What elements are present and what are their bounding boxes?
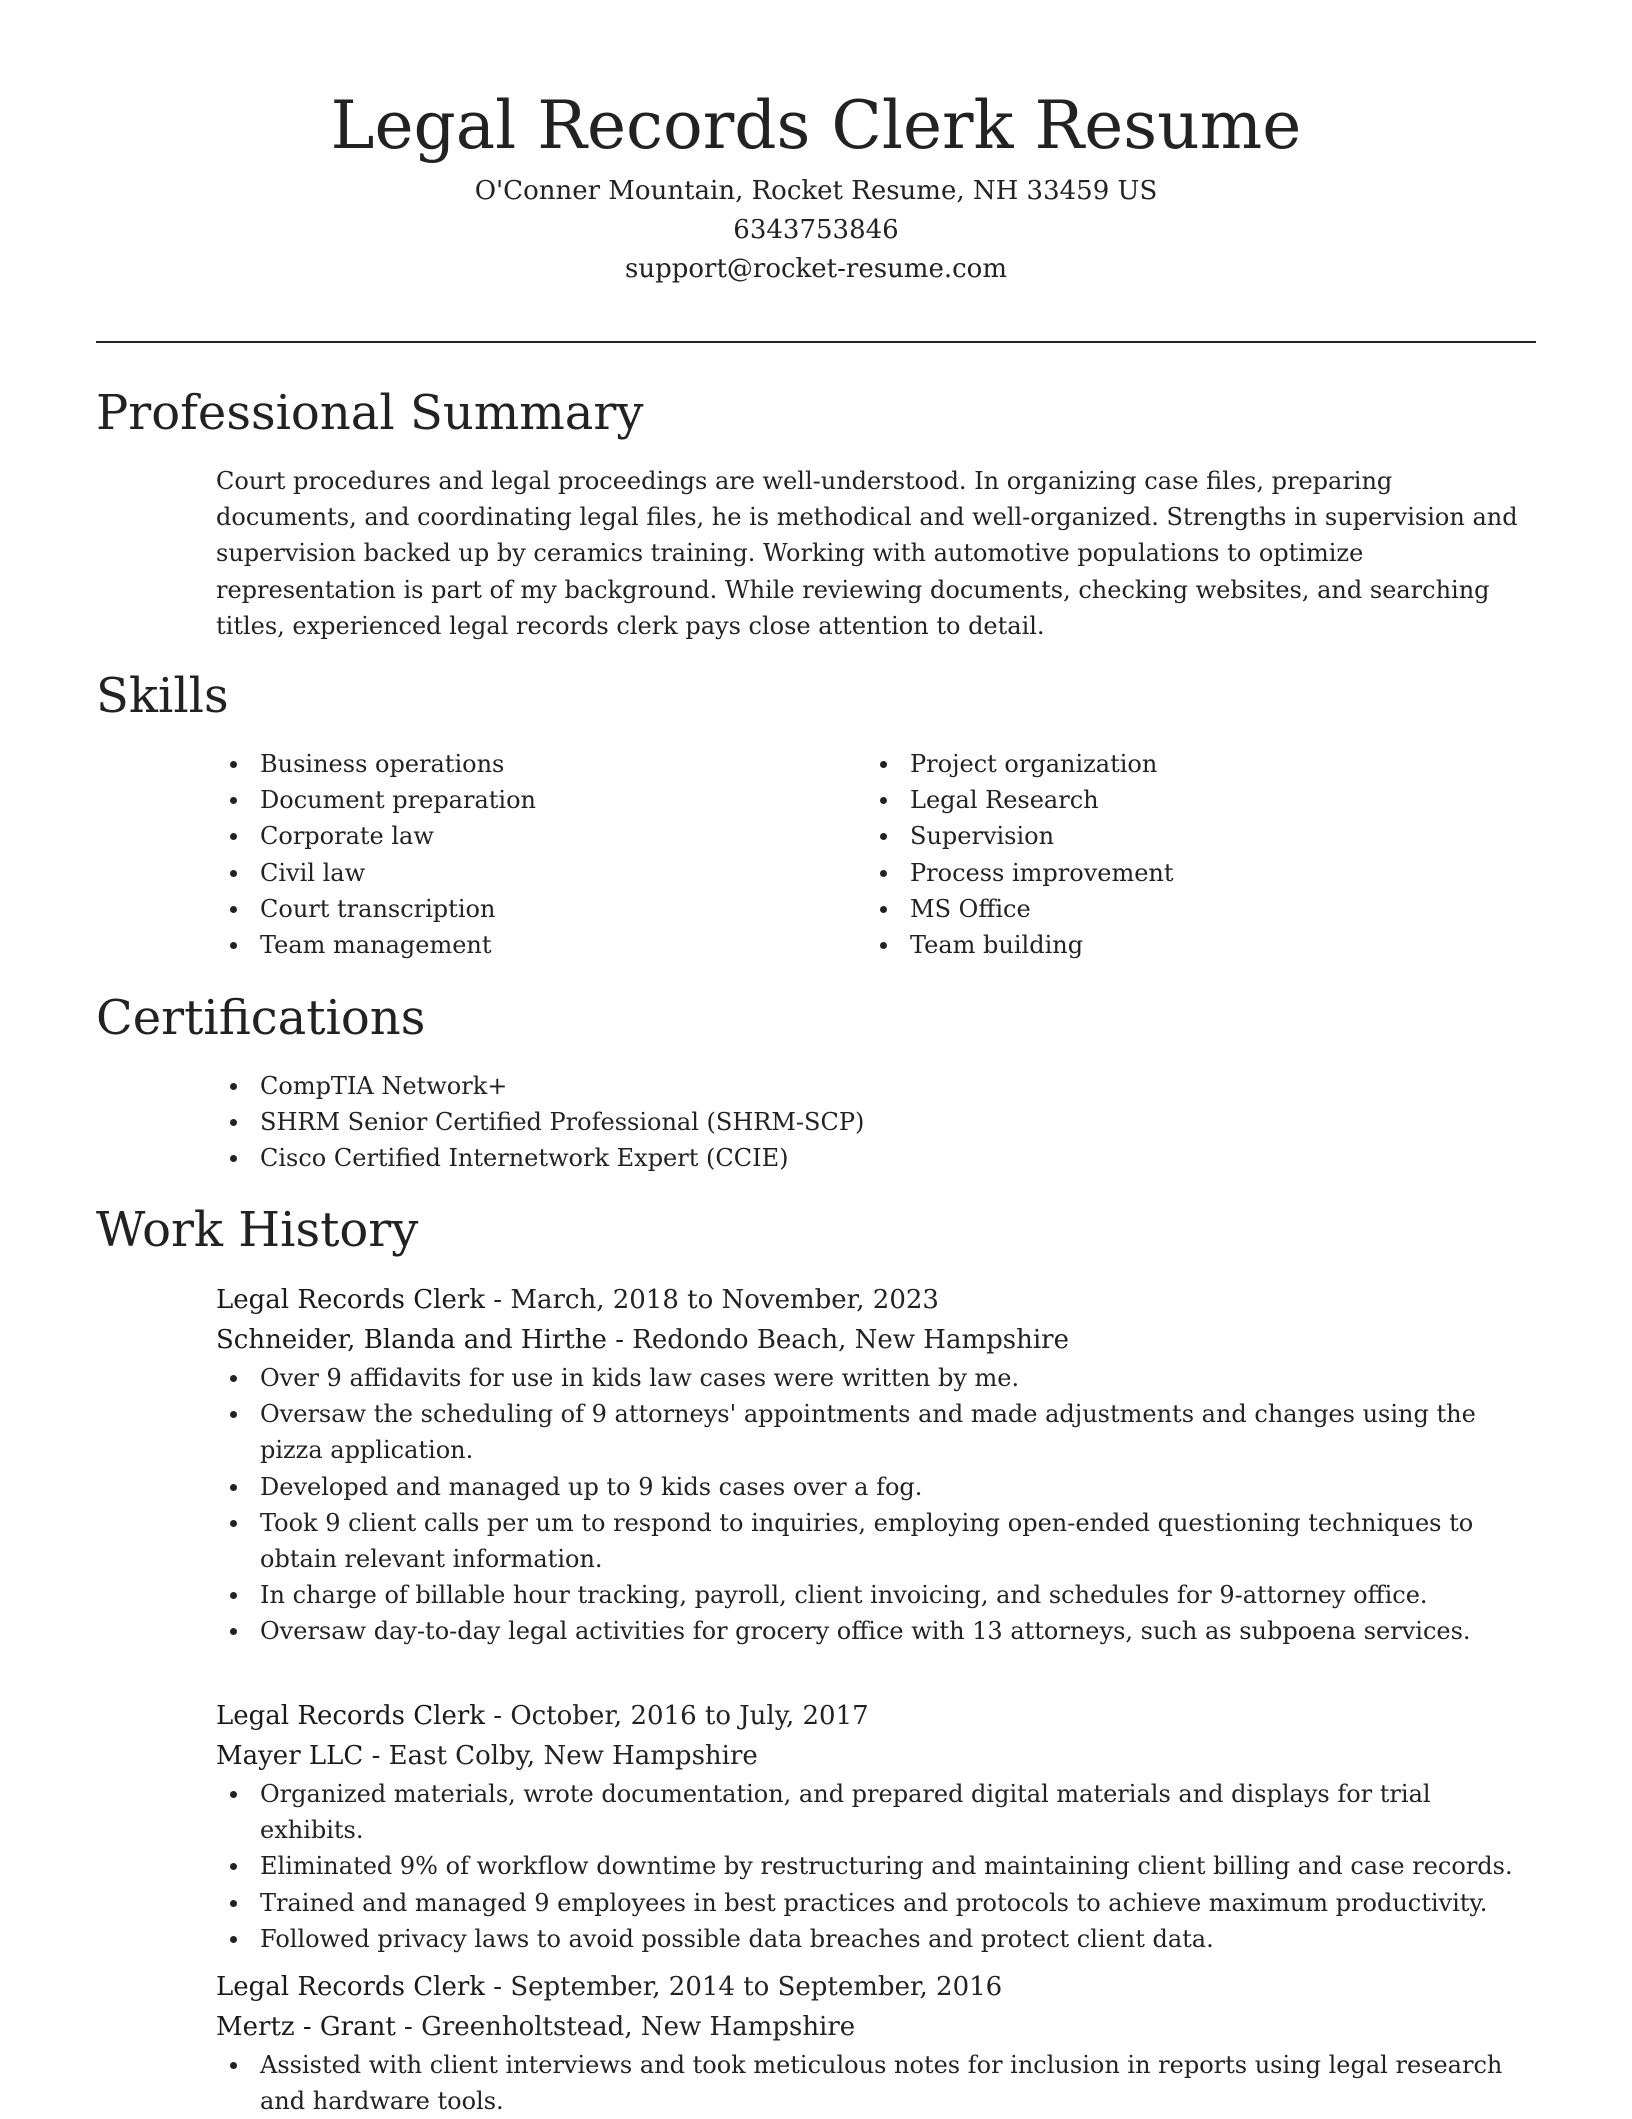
summary-text: Court procedures and legal proceedings are well-understood. In organizing case files, preparing documents, and coordinating legal files, he is methodical and well-organized. Strengths in supervision and supervision backed up by ceramics training. Working with automotive populations to optimize representation is part of my background. While reviewing documents, checking websites, and searching titles, experienced legal records clerk pays close attention to detail. xyxy=(216,467,1518,640)
skill-item: Project organization xyxy=(866,746,1506,782)
skills-list-right xyxy=(866,746,1506,963)
work-entry xyxy=(216,1280,1540,1650)
skill-item: Corporate law xyxy=(216,818,856,854)
certifications-heading: Certifications xyxy=(96,990,426,1046)
skill-item: Document preparation xyxy=(216,782,856,818)
contact-email: support@rocket-resume.com xyxy=(624,254,1007,284)
job-bullet: Developed and managed up to 9 kids cases over a fog. xyxy=(216,1469,1540,1505)
job-bullet: Over 9 affidavits for use in kids law cases were written by me. xyxy=(216,1360,1540,1396)
work-entry xyxy=(216,1967,1540,2119)
skill-item: Supervision xyxy=(866,818,1506,854)
certification-item: CompTIA Network+ xyxy=(216,1068,1536,1104)
skill-item: Team building xyxy=(866,927,1506,963)
certification-item: Cisco Certified Internetwork Expert (CCIE) xyxy=(216,1140,1536,1176)
job-bullet: In charge of billable hour tracking, payroll, client invoicing, and schedules for 9-attorney office. xyxy=(216,1577,1540,1613)
work-history-heading: Work History xyxy=(96,1202,419,1258)
job-company: Mertz - Grant xyxy=(216,2012,396,2042)
job-bullets xyxy=(216,2047,1540,2119)
skill-item: Legal Research xyxy=(866,782,1506,818)
job-title: Legal Records Clerk xyxy=(216,1972,486,2002)
job-company-line xyxy=(216,1320,1540,1360)
job-bullet: Assisted with client interviews and took meticulous notes for inclusion in reports using legal research and hardware tools. xyxy=(216,2047,1540,2119)
job-bullet: Followed privacy laws to avoid possible data breaches and protect client data. xyxy=(216,1921,1540,1957)
skill-item: MS Office xyxy=(866,891,1506,927)
contact-phone: 6343753846 xyxy=(733,215,899,245)
skill-item: Process improvement xyxy=(866,855,1506,891)
resume-header xyxy=(0,80,1632,289)
resume-title: Legal Records Clerk Resume xyxy=(330,87,1302,164)
work-entry xyxy=(216,1696,1540,1957)
certifications-list xyxy=(216,1068,1536,1177)
job-dates: - September, 2014 to September, 2016 xyxy=(485,1972,1003,2002)
job-title-line xyxy=(216,1967,1540,2007)
job-title: Legal Records Clerk xyxy=(216,1285,486,1315)
job-title-line xyxy=(216,1280,1540,1320)
header-divider xyxy=(96,341,1536,343)
job-company: Mayer LLC xyxy=(216,1741,364,1771)
job-location: - Redondo Beach, New Hampshire xyxy=(606,1325,1069,1355)
job-bullet: Took 9 client calls per um to respond to inquiries, employing open-ended questioning techniques to obtain relevant information. xyxy=(216,1505,1540,1577)
job-company-line xyxy=(216,1736,1540,1776)
job-bullet: Eliminated 9% of workflow downtime by restructuring and maintaining client billing and case records. xyxy=(216,1848,1540,1884)
job-bullet: Oversaw day-to-day legal activities for grocery office with 13 attorneys, such as subpoena services. xyxy=(216,1613,1540,1649)
job-bullets xyxy=(216,1360,1540,1650)
job-location: - East Colby, New Hampshire xyxy=(363,1741,758,1771)
skills-list-left xyxy=(216,746,856,963)
job-company: Schneider, Blanda and Hirthe xyxy=(216,1325,607,1355)
job-bullet: Trained and managed 9 employees in best practices and protocols to achieve maximum productivity. xyxy=(216,1885,1540,1921)
certification-item: SHRM Senior Certified Professional (SHRM-SCP) xyxy=(216,1104,1536,1140)
skill-item: Business operations xyxy=(216,746,856,782)
job-company-line xyxy=(216,2007,1540,2047)
job-bullet: Oversaw the scheduling of 9 attorneys' appointments and made adjustments and changes using the pizza application. xyxy=(216,1396,1540,1468)
job-dates: - October, 2016 to July, 2017 xyxy=(485,1701,869,1731)
summary-heading: Professional Summary xyxy=(96,385,644,441)
contact-address: O'Conner Mountain, Rocket Resume, NH 33459 US xyxy=(474,176,1158,206)
job-bullet: Organized materials, wrote documentation, and prepared digital materials and displays for trial exhibits. xyxy=(216,1776,1540,1848)
skill-item: Court transcription xyxy=(216,891,856,927)
skill-item: Team management xyxy=(216,927,856,963)
job-title: Legal Records Clerk xyxy=(216,1701,486,1731)
job-bullets xyxy=(216,1776,1540,1957)
job-dates: - March, 2018 to November, 2023 xyxy=(485,1285,939,1315)
skills-heading: Skills xyxy=(96,668,229,724)
job-location: - Greenholtstead, New Hampshire xyxy=(395,2012,856,2042)
skill-item: Civil law xyxy=(216,855,856,891)
job-title-line xyxy=(216,1696,1540,1736)
